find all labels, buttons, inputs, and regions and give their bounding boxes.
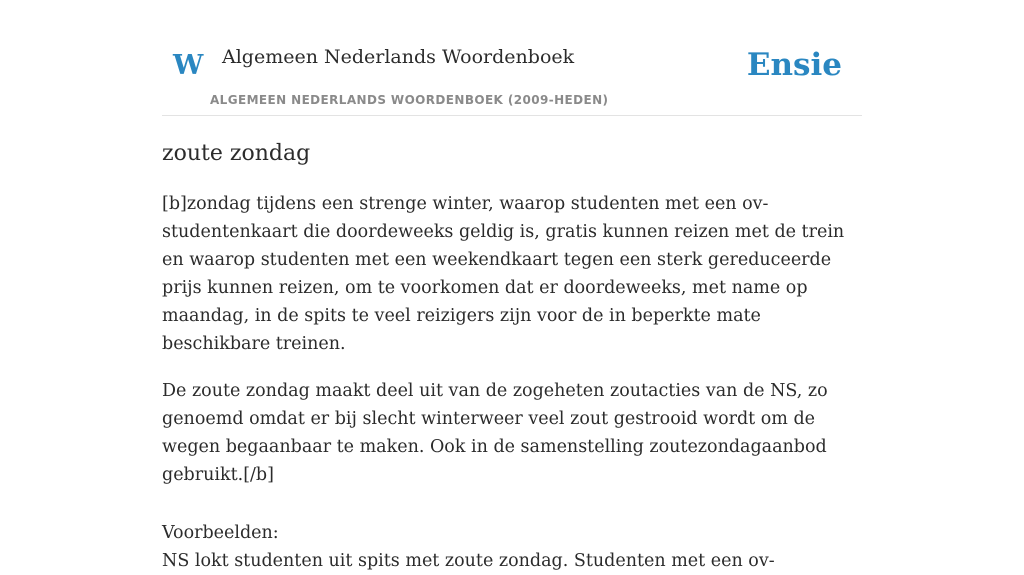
entry-term: zoute zondag: [162, 141, 311, 166]
source-title-link[interactable]: Algemeen Nederlands Woordenboek: [222, 46, 575, 68]
source-subtitle: ALGEMEEN NEDERLANDS WOORDENBOEK (2009-HEDEN): [210, 93, 609, 107]
definition-paragraph: [b]zondag tijdens een strenge winter, waarop studenten met een ov-studentenkaart die doordeweeks geldig is, gratis kunnen reizen met de trein en waarop studenten met een weekendkaart tegen een sterk gereduceerde prijs kunnen reizen, om te voorkomen dat er doordeweeks, met name op maandag, in de spits te veel reizigers zijn voor de in beperkte mate beschikbare treinen.: [162, 194, 845, 354]
entry-content: [162, 138, 862, 575]
ensie-logo[interactable]: Ensie: [746, 47, 842, 83]
definition-paragraph: De zoute zondag maakt deel uit van de zogeheten zoutacties van de NS, zo genoemd omdat er bij slecht winterweer veel zout gestrooid wordt om de wegen begaanbaar te maken. Ook in de samenstelling zoutezondagaanbod gebruikt.[/b]: [162, 381, 828, 485]
examples-label: Voorbeelden:: [162, 523, 279, 543]
source-header: [162, 30, 862, 116]
example-text: NS lokt studenten uit spits met zoute zondag. Studenten met een ov-: [162, 551, 775, 571]
source-logo-icon[interactable]: W: [173, 50, 204, 81]
